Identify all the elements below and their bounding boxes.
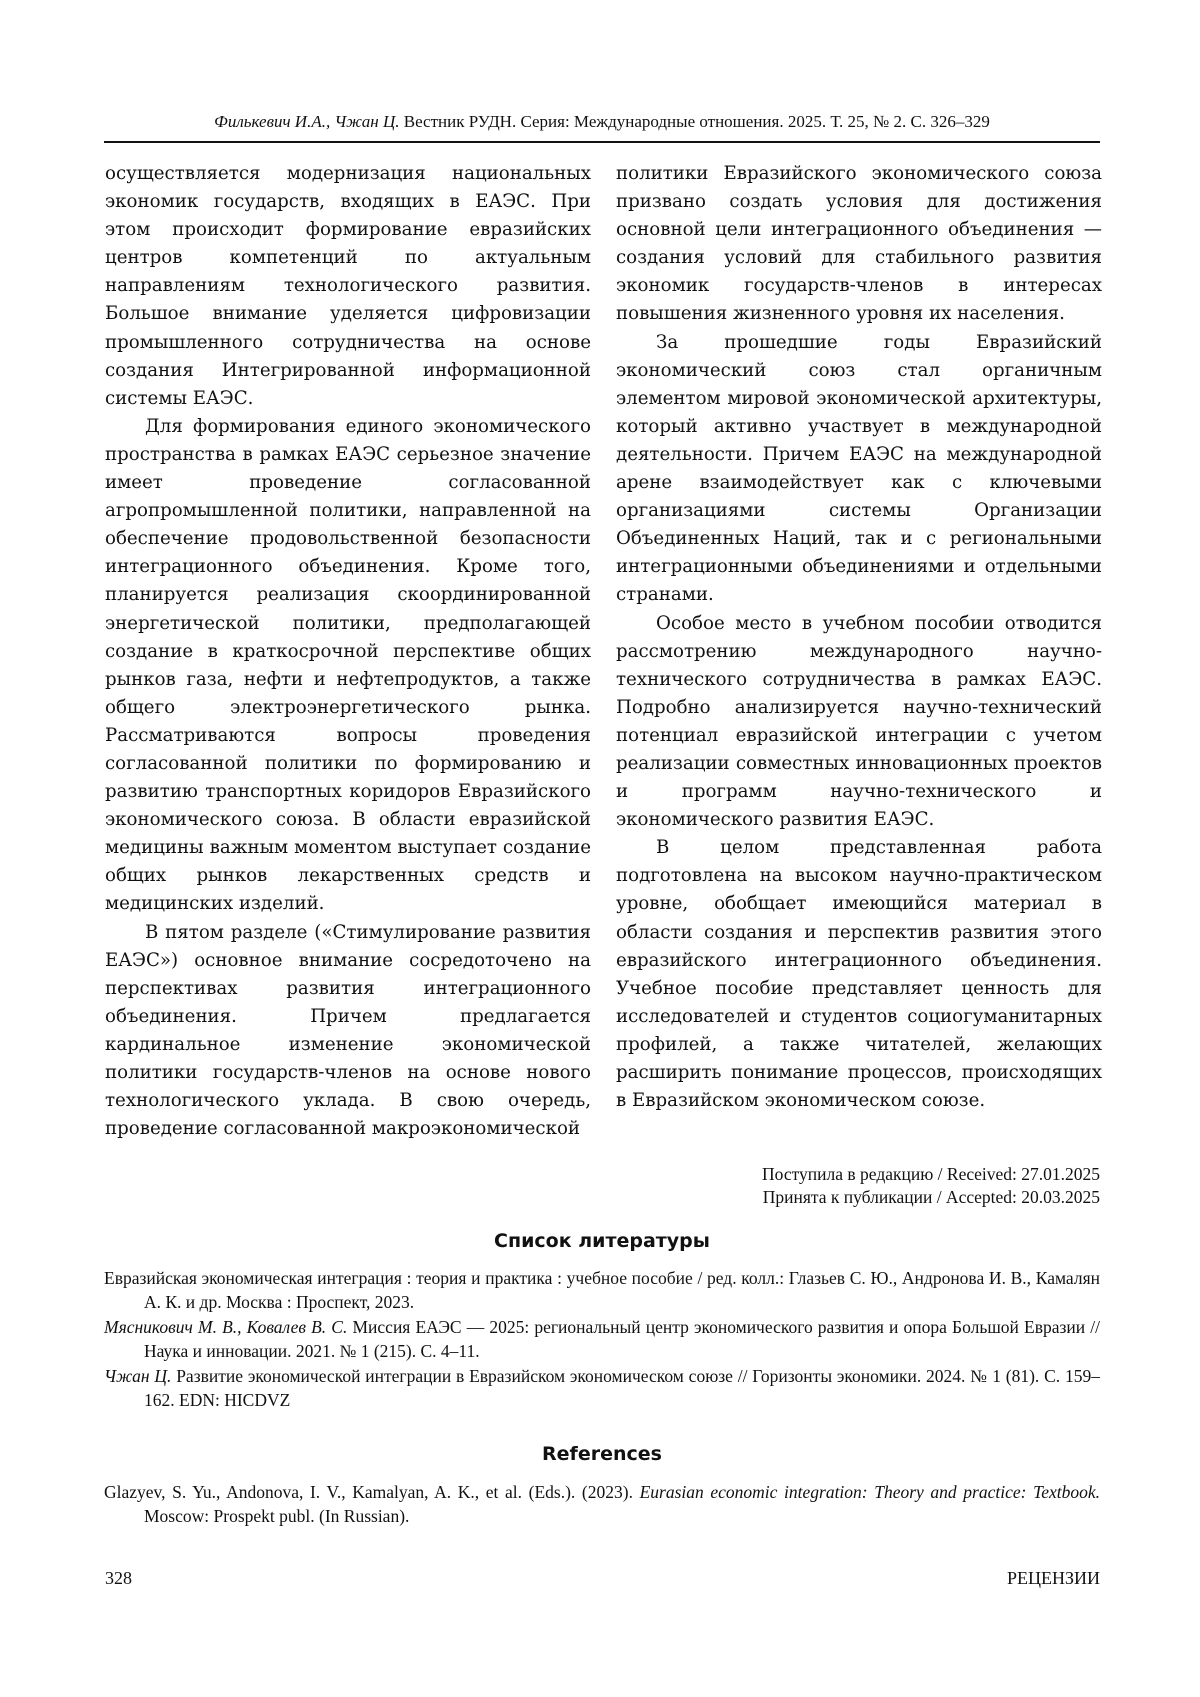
ref-text: Миссия ЕАЭС — 2025: региональный центр экономического развития и опора Большой Евразии // Наука и инновации. 2021. № 1 (215). С. 4–11. [144, 1317, 1100, 1361]
header-journal: Вестник РУДН. Серия: Международные отношения. 2025. Т. 25, № 2. С. 326–329 [404, 112, 990, 131]
left-column [105, 160, 591, 1143]
ref-text: Развитие экономической интеграции в Евразийском экономическом союзе // Горизонты экономики. 2024. № 1 (81). С. 159–162. EDN: HICDVZ [144, 1366, 1100, 1410]
ref-text: Евразийская экономическая интеграция : теория и практика : учебное пособие / ред. колл.: Глазьев С. Ю., Андронова И. В., Камалян А. К. и др. Москва : Проспект, 2023. [104, 1268, 1100, 1312]
references-title: References [104, 1443, 1100, 1465]
bibliography-title: Список литературы [104, 1230, 1100, 1252]
right-column [616, 160, 1102, 1115]
paragraph: Для формирования единого экономического пространства в рамках ЕАЭС серьезное значение имеет проведение согласованной агропромышленной политики, направленной на обеспечение продовольственной безопасности интеграционного объединения. Кроме того, планируется реализация скоординированной энергетической политики, предполагающей создание в краткосрочной перспективе общих рынков газа, нефти и нефтепродуктов, а также общего электроэнергетического рынка. Рассматриваются вопросы проведения согласованной политики по формированию и развитию транспортных коридоров Евразийского экономического союза. В области евразийской медицины важным моментом выступает создание общих рынков лекарственных средств и медицинских изделий. [105, 413, 591, 919]
header-authors: Филькевич И.А., Чжан Ц. [214, 112, 399, 131]
reference-item [104, 1481, 1100, 1528]
submission-dates [762, 1163, 1100, 1209]
ref-author: Чжан Ц. [104, 1366, 171, 1386]
received-date: Поступила в редакцию / Received: 27.01.2025 [762, 1163, 1100, 1186]
paragraph: осуществляется модернизация национальных экономик государств, входящих в ЕАЭС. При этом происходит формирование евразийских центров компетенций по актуальным направлениям технологического развития. Большое внимание уделяется цифровизации промышленного сотрудничества на основе создания Интегрированной информационной системы ЕАЭС. [105, 160, 591, 413]
page-number: 328 [105, 1568, 132, 1589]
ref-text: Moscow: Prospekt publ. (In Russian). [144, 1506, 409, 1526]
ref-author: Мясникович М. В., Ковалев В. С. [104, 1317, 347, 1337]
paragraph: В пятом разделе («Стимулирование развития ЕАЭС») основное внимание сосредоточено на перспективах развития интеграционного объединения. Причем предлагается кардинальное изменение экономической политики государств-членов на основе нового технологического уклада. В свою очередь, проведение согласованной макроэкономической [105, 919, 591, 1144]
bibliography-item [104, 1316, 1100, 1363]
running-header [104, 112, 1100, 132]
ref-text: Glazyev, S. Yu., Andonova, I. V., Kamalyan, A. K., et al. (Eds.). (2023). [104, 1482, 640, 1502]
paragraph: В целом представленная работа подготовлена на высоком научно-практическом уровне, обобщает имеющийся материал в области создания и перспектив развития этого евразийского интеграционного объединения. Учебное пособие представляет ценность для исследователей и студентов социогуманитарных профилей, а также читателей, желающих расширить понимание процессов, происходящих в Евразийском экономическом союзе. [616, 834, 1102, 1115]
bibliography-list [104, 1267, 1100, 1414]
accepted-date: Принята к публикации / Accepted: 20.03.2025 [762, 1186, 1100, 1209]
paragraph: Особое место в учебном пособии отводится рассмотрению международного научно-технического сотрудничества в рамках ЕАЭС. Подробно анализируется научно-технический потенциал евразийской интеграции с учетом реализации совместных инновационных проектов и программ научно-технического и экономического развития ЕАЭС. [616, 610, 1102, 835]
header-rule [104, 141, 1100, 143]
paragraph: За прошедшие годы Евразийский экономический союз стал органичным элементом мировой экономической архитектуры, который активно участвует в международной деятельности. Причем ЕАЭС на международной арене взаимодействует как с ключевыми организациями системы Организации Объединенных Наций, так и с региональными интеграционными объединениями и отдельными странами. [616, 329, 1102, 610]
references-list [104, 1481, 1100, 1530]
paragraph: политики Евразийского экономического союза призвано создать условия для достижения основной цели интеграционного объединения — создания условий для стабильного развития экономик государств-членов в интересах повышения жизненного уровня их населения. [616, 160, 1102, 329]
ref-title: Eurasian economic integration: Theory and practice: Textbook. [640, 1482, 1100, 1502]
section-name: РЕЦЕНЗИИ [1007, 1568, 1100, 1589]
bibliography-item [104, 1365, 1100, 1412]
bibliography-item [104, 1267, 1100, 1314]
